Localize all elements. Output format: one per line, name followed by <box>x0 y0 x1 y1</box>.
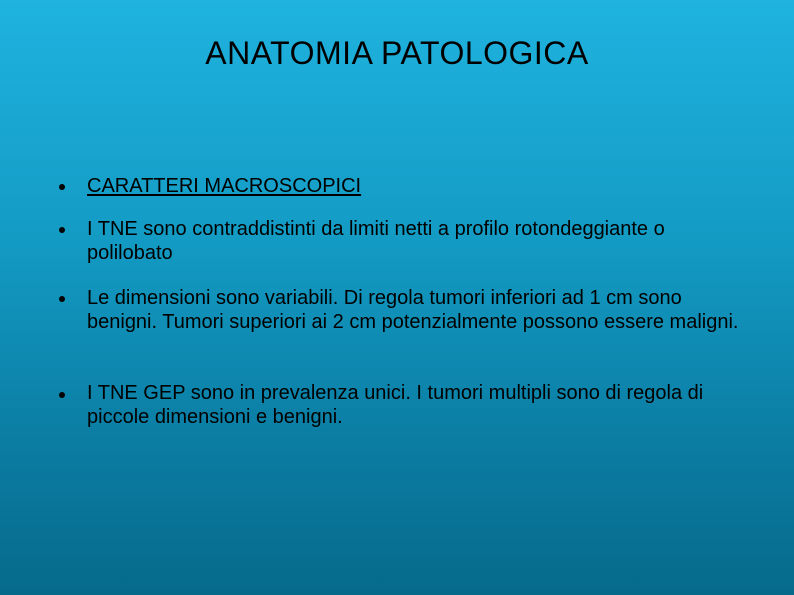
bullet-dot-icon <box>59 184 65 190</box>
bullet-dot-icon <box>59 227 65 233</box>
bullet-text: Le dimensioni sono variabili. Di regola tumori inferiori ad 1 cm sono benigni. Tumori superiori ai 2 cm potenzialmente possono essere maligni. <box>87 287 739 333</box>
slide-title: ANATOMIA PATOLOGICA <box>205 35 589 71</box>
bullet-dot-icon <box>59 296 65 302</box>
bullet-text: I TNE GEP sono in prevalenza unici. I tumori multipli sono di regola di piccole dimensioni e benigni. <box>87 382 704 428</box>
bullet-text: CARATTERI MACROSCOPICI <box>87 175 362 197</box>
bullet-text: I TNE sono contraddistinti da limiti netti a profilo rotondeggiante o polilobato <box>87 218 665 264</box>
bullet-dot-icon <box>59 392 65 398</box>
